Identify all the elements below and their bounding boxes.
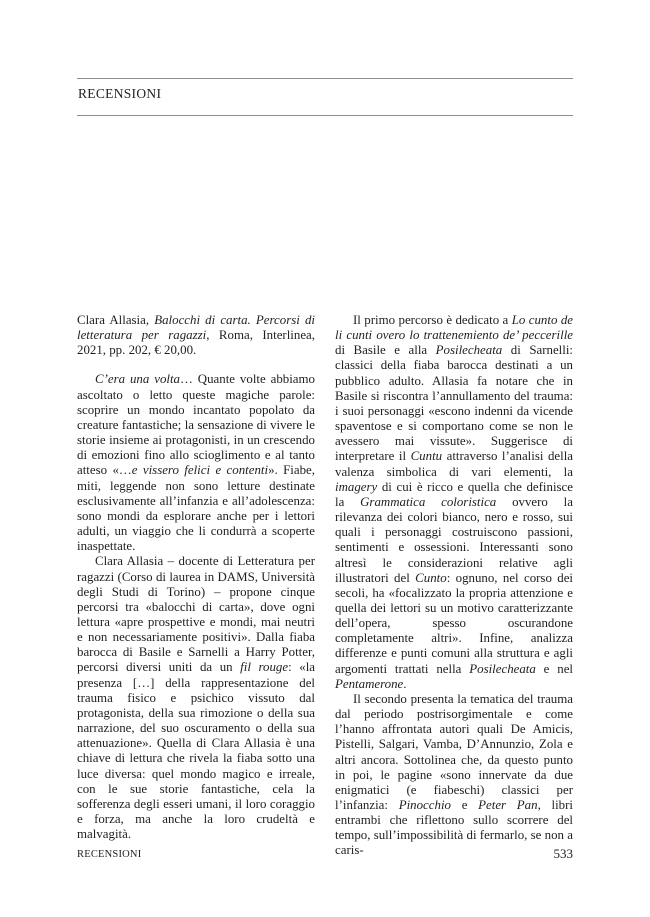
- book-details: , Roma, Interlinea, 2021, pp. 202, € 20,00.: [77, 328, 315, 358]
- paragraph-text: ovvero la rilevanza dei colori bianco, nero e rosso, sui quali i personaggi costruiscono passioni, sentimenti e ossessioni. Interessanti sono altresì le considerazioni relative agli illustratori del: [335, 494, 573, 585]
- paragraph-text: … Quante volte abbiamo ascoltato o letto queste magiche parole: scoprire un mondo incantato popolato da creature fantastiche; la sensazione di vivere le storie insieme ai protagonisti, in un crescendo di emozioni fino allo scioglimento e al tanto atteso «…: [77, 372, 315, 478]
- italic-phrase: fil rouge: [240, 660, 289, 675]
- header-rule-bottom: [77, 115, 573, 116]
- paragraph-text: , libri entrambi che riflettono sullo scorrere del tempo, sull’impossibilità di fermarlo, se non a caris-: [335, 798, 573, 858]
- paragraph-text: : ognuno, nel corso dei secoli, ha «focalizzato la propria attenzione e quella dei lettori su un motivo caratterizzante dell’opera, spesso oscurandone completamente altri». Infine, analizza differenze e punti comuni alla struttura e agli argomenti trattati nella: [335, 570, 573, 676]
- left-column: [77, 313, 315, 842]
- italic-phrase: Lo cunto de li cunti overo lo trattenemiento de’ peccerille: [335, 313, 573, 343]
- paragraph: [335, 692, 573, 859]
- header-rule-top: [77, 78, 573, 79]
- paragraph: [77, 554, 315, 842]
- paragraph-text: Il primo percorso è dedicato a: [353, 313, 512, 327]
- italic-phrase: C’era una volta: [95, 372, 180, 387]
- paragraph-text: ». Fiabe, miti, leggende non sono letture destinate esclusivamente all’infanzia e all’adolescenza: sono mondi da esplorare anche per i lettori adulti, un viaggio che li condurrà a scoperte inaspettate.: [77, 463, 315, 554]
- italic-phrase: Posilecheata: [469, 661, 536, 676]
- paragraph-text: .: [403, 676, 407, 691]
- running-footer: RECENSIONI: [77, 849, 142, 860]
- italic-phrase: Cunto: [415, 570, 447, 585]
- italic-phrase: Pinocchio: [398, 798, 451, 812]
- paragraph-text: Il secondo presenta la tematica del trauma dal periodo postrisorgimentale e come l’hanno affrontata autori quali De Amicis, Pistelli, Salgari, Vamba, D’Annunzio, Zola e altri ancora. Sottolinea che, da questo punto in poi, le pagine «sono innervate da due enigmatici (e fiabeschi) classici per l’infanzia:: [335, 691, 573, 812]
- paragraph-text: Clara Allasia – docente di Letteratura per ragazzi (Corso di laurea in DAMS, Università degli Studi di Torino) – propone cinque percorsi tra «balocchi di carta», dove ogni lettura «apre prospettive e mondi, mai neutri e non necessariamente positivi». Dalla fiaba barocca di Basile e Sarnelli a Harry Potter, percorsi diversi uniti da un: [77, 554, 315, 675]
- paragraph-text: : «la presenza […] della rappresentazione del trauma fisico e psichico vissuto dal protagonista, della sua rimozione o della sua narrazione, del suo oscuramento o della sua attenuazione». Quella di Clara Allasia è una chiave di lettura che rivela la fiaba sotto una luce diversa: quel mondo magico e irreale, con le sue storie fantastiche, cela la sofferenza degli esseri umani, il loro coraggio e forza, ma anche la loro crudeltà e malvagità.: [77, 660, 315, 842]
- paragraph-text: di Basile e alla: [335, 343, 436, 358]
- italic-phrase: Posilecheata: [435, 343, 503, 358]
- paragraph-text: e: [450, 798, 479, 812]
- right-column: [335, 313, 573, 859]
- paragraph-text: di Sarnelli: classici della fiaba barocca destinati a un pubblico adulto. Allasia fa notare che in Basile si riscontra l’annullamento del trauma: i suoi personaggi «escono indenni da vicende spaventose e si comportano come se non le avessero mai vissute». Suggerisce di interpretare il: [335, 343, 573, 464]
- book-title: Balocchi di carta. Percorsi di letteratura per ragazzi: [77, 313, 315, 343]
- running-header: RECENSIONI: [78, 86, 162, 101]
- italic-phrase: Grammatica coloristica: [360, 494, 497, 509]
- italic-phrase: Pentamerone: [335, 676, 404, 691]
- italic-phrase: Cuntu: [410, 449, 443, 464]
- paragraph: [77, 372, 315, 554]
- paragraph-text: e nel: [535, 661, 573, 676]
- paragraph-text: attraverso l’analisi della valenza simbolica di vari elementi, la: [335, 449, 573, 479]
- book-author: Clara Allasia,: [77, 313, 155, 327]
- italic-phrase: e vissero felici e contenti: [131, 463, 269, 478]
- bibliographic-entry: [77, 313, 315, 358]
- italic-phrase: imagery: [335, 479, 378, 494]
- paragraph: [335, 313, 573, 692]
- page-number: 533: [553, 846, 573, 861]
- paragraph-text: di cui è ricco e quella che definisce la: [335, 479, 573, 509]
- italic-phrase: Peter Pan: [478, 798, 538, 812]
